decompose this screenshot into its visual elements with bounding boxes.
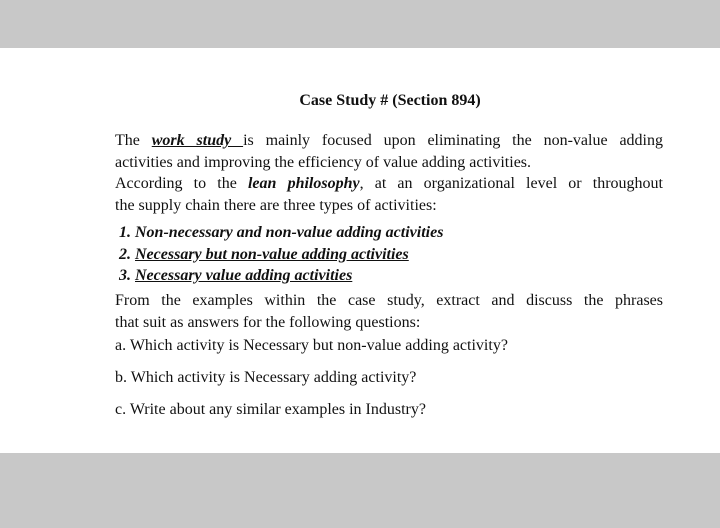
list-item xyxy=(119,244,443,266)
list-item xyxy=(119,222,443,244)
lean-philosophy-term: lean philosophy xyxy=(247,175,360,192)
intro-line-2: activities and improving the efficiency of value adding activities. xyxy=(115,153,532,171)
intro-line-3 xyxy=(115,173,663,195)
instruction-line-2: that suit as answers for the following questions: xyxy=(115,313,421,331)
list-item xyxy=(119,265,443,287)
list-number: 3. xyxy=(119,267,135,284)
text-span: According to the xyxy=(115,175,248,192)
question-b: b. Which activity is Necessary adding activity? xyxy=(115,369,417,386)
list-text: Necessary value adding activities xyxy=(135,267,353,284)
list-number: 1. xyxy=(119,224,135,241)
intro-paragraph xyxy=(115,130,663,216)
list-text: Non-necessary and non-value adding activities xyxy=(135,224,444,241)
intro-line-4: the supply chain there are three types of activities: xyxy=(115,196,437,214)
text-span: The xyxy=(115,132,152,149)
question-c: c. Write about any similar examples in Industry? xyxy=(115,401,426,418)
text-span: , at an organizational level or throughout xyxy=(359,175,663,192)
question-a: a. Which activity is Necessary but non-value adding activity? xyxy=(115,337,508,354)
list-text: Necessary but non-value adding activities xyxy=(135,245,409,263)
list-number: 2. xyxy=(119,245,135,263)
instruction-line-1: From the examples within the case study, extract and discuss the phrases xyxy=(115,292,663,309)
intro-line-1 xyxy=(115,130,663,152)
document-page xyxy=(0,48,720,453)
text-span: is mainly focused upon eliminating the non-value adding xyxy=(243,132,664,149)
page-title: Case Study # (Section 894) xyxy=(299,92,481,109)
activity-list xyxy=(119,222,443,287)
work-study-term: work study xyxy=(151,132,244,149)
instruction-paragraph xyxy=(115,290,663,333)
